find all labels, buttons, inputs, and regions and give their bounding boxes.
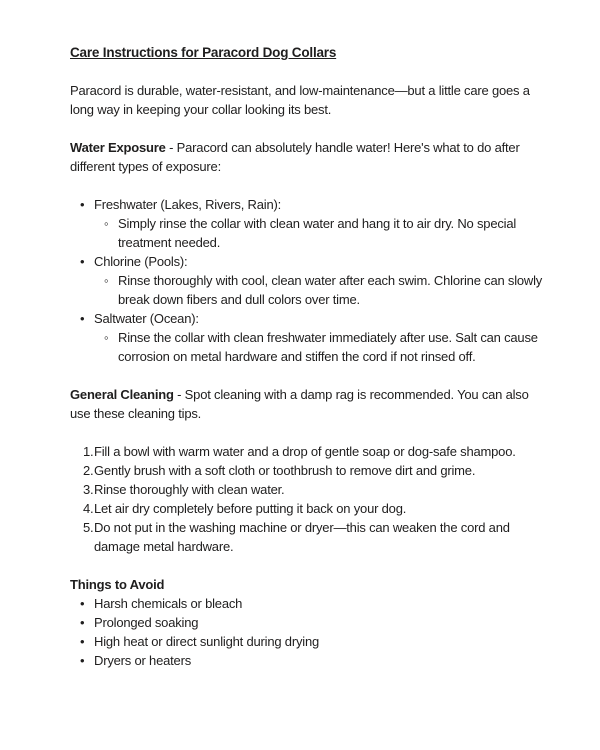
- list-item-freshwater: [94, 195, 550, 252]
- water-exposure-paragraph: [70, 138, 550, 176]
- avoid-item: • Dryers or heaters: [94, 651, 550, 670]
- saltwater-sublist: [94, 328, 550, 366]
- cleaning-step: Fill a bowl with warm water and a drop of gentle soap or dog-safe shampoo.: [94, 444, 516, 459]
- list-item-label: Freshwater (Lakes, Rivers, Rain):: [94, 197, 282, 212]
- avoid-item: • Harsh chemicals or bleach: [94, 594, 550, 613]
- cleaning-step: Rinse thoroughly with clean water.: [94, 482, 285, 497]
- general-cleaning-text: - Spot cleaning with a damp rag is recommended. You can also use these cleaning tips.: [70, 387, 529, 421]
- water-exposure-text: - Paracord can absolutely handle water! Here's what to do after different types of exposure:: [70, 140, 520, 174]
- cleaning-steps-list: [70, 442, 550, 556]
- things-to-avoid-list: [70, 594, 550, 670]
- avoid-item: • Prolonged soaking: [94, 613, 550, 632]
- page-title: Care Instructions for Paracord Dog Collars: [70, 45, 337, 60]
- list-subitem: ◦ Rinse thoroughly with cool, clean water after each swim. Chlorine can slowly break down fibers and dull colors over time.: [118, 271, 550, 309]
- chlorine-sublist: [94, 271, 550, 309]
- freshwater-sublist: [94, 214, 550, 252]
- list-subitem: ◦ Simply rinse the collar with clean water and hang it to air dry. No special treatment needed.: [118, 214, 550, 252]
- general-cleaning-heading: General Cleaning: [70, 387, 174, 402]
- list-item-label: Saltwater (Ocean):: [94, 311, 199, 326]
- list-subitem: ◦ Rinse the collar with clean freshwater immediately after use. Salt can cause corrosion on metal hardware and stiffen the cord if not rinsed off.: [118, 328, 550, 366]
- water-exposure-heading: Water Exposure: [70, 140, 166, 155]
- water-exposure-list: [70, 195, 550, 366]
- intro-paragraph: Paracord is durable, water-resistant, and low-maintenance—but a little care goes a long way in keeping your collar looking its best.: [70, 83, 530, 117]
- list-item-label: Chlorine (Pools):: [94, 254, 188, 269]
- list-item-chlorine: [94, 252, 550, 309]
- avoid-item: • High heat or direct sunlight during drying: [94, 632, 550, 651]
- list-item-saltwater: [94, 309, 550, 366]
- things-to-avoid-heading: Things to Avoid: [70, 577, 165, 592]
- cleaning-step: Gently brush with a soft cloth or toothbrush to remove dirt and grime.: [94, 463, 476, 478]
- general-cleaning-paragraph: [70, 385, 550, 423]
- cleaning-step: Do not put in the washing machine or dryer—this can weaken the cord and damage metal hardware.: [94, 520, 510, 554]
- cleaning-step: Let air dry completely before putting it back on your dog.: [94, 501, 407, 516]
